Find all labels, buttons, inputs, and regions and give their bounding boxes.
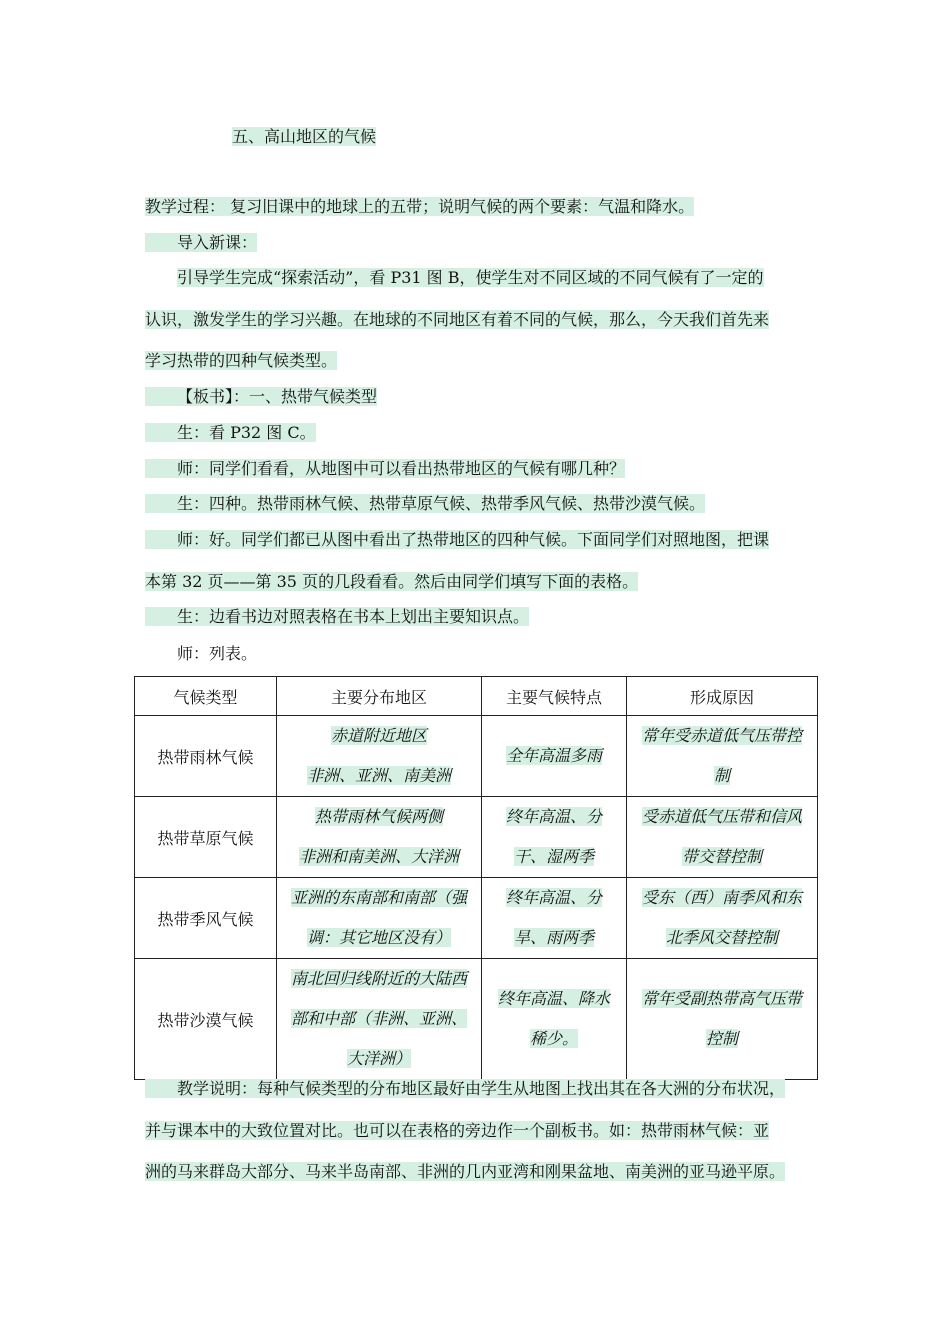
cell-line: 制 [713, 766, 730, 785]
cell-region [277, 878, 482, 959]
teaching-process-line [145, 195, 694, 219]
cell-line: 终年高温、降水 [497, 989, 610, 1008]
teaching-note-line-2 [145, 1119, 769, 1143]
cell-line: 调：其它地区没有） [306, 928, 451, 947]
table-header-row [135, 677, 818, 716]
table-row [135, 878, 818, 959]
intro-heading-text: 导入新课： [145, 233, 257, 252]
teacher-text-2a: 师：好。同学们都已从图中看出了热带地区的四种气候。下面同学们对照地图，把课 [145, 530, 769, 549]
cell-region [277, 797, 482, 878]
cell-line: 部和中部（非洲、亚洲、 [290, 1009, 467, 1028]
cell-line: 终年高温、分 [505, 888, 602, 907]
cell-line: 常年受赤道低气压带控 [641, 726, 802, 745]
teacher-text-2b: 本第 32 页——第 35 页的几段看看。然后由同学们填写下面的表格。 [145, 572, 639, 591]
intro-paragraph-text-1: 引导学生完成“探索活动”，看 P31 图 B，使学生对不同区域的不同气候有了一定的 [177, 268, 764, 287]
header-cell-region: 主要分布地区 [277, 677, 482, 716]
section-title-text: 五、高山地区的气候 [232, 127, 377, 146]
board-heading-text: 【板书】：一、热带气候类型 [145, 387, 377, 406]
teaching-process-text: 教学过程： 复习旧课中的地球上的五带；说明气候的两个要素：气温和降水。 [145, 197, 695, 216]
section-title [232, 125, 376, 149]
teaching-note-line-3 [145, 1160, 785, 1184]
cell-feature [482, 959, 627, 1080]
teacher-line-3 [177, 642, 257, 666]
intro-paragraph-line-1 [177, 266, 764, 290]
cell-line: 非洲和南美洲、大洋洲 [298, 847, 459, 866]
cell-region [277, 959, 482, 1080]
header-cell-type: 气候类型 [135, 677, 277, 716]
intro-paragraph-text-3: 学习热带的四种气候类型。 [145, 351, 338, 370]
teaching-note-text-3: 洲的马来群岛大部分、马来半岛南部、非洲的几内亚湾和刚果盆地、南美洲的亚马逊平原。 [145, 1162, 786, 1181]
cell-cause [627, 797, 818, 878]
cell-cause [627, 716, 818, 797]
teacher-line-2b [145, 570, 638, 594]
cell-line: 受赤道低气压带和信风 [641, 807, 802, 826]
cell-line: 受东（西）南季风和东 [641, 888, 802, 907]
cell-line: 常年受副热带高气压带 [641, 989, 802, 1008]
student-line-3 [145, 605, 529, 629]
teacher-text-1: 师：同学们看看，从地图中可以看出热带地区的气候有哪几种？ [145, 459, 625, 478]
cell-line: 控制 [705, 1029, 738, 1048]
cell-line: 带交替控制 [681, 847, 762, 866]
intro-paragraph-line-3 [145, 349, 337, 373]
cell-line: 北季风交替控制 [665, 928, 778, 947]
header-cell-cause: 形成原因 [627, 677, 818, 716]
cell-line: 非洲、亚洲、南美洲 [306, 766, 451, 785]
cell-line: 稀少。 [529, 1029, 578, 1048]
cell-line: 赤道附近地区 [330, 726, 427, 745]
cell-feature [482, 878, 627, 959]
student-text-1: 生：看 P32 图 C。 [145, 423, 316, 442]
cell-climate-type: 热带雨林气候 [135, 716, 277, 797]
intro-paragraph-line-2 [145, 308, 769, 332]
teaching-note-text-1: 教学说明：每种气候类型的分布地区最好由学生从地图上找出其在各大洲的分布状况， [145, 1079, 785, 1098]
intro-paragraph-text-2: 认识，激发学生的学习兴趣。在地球的不同地区有着不同的气候，那么，今天我们首先来 [145, 310, 770, 329]
cell-line: 大洋洲） [346, 1049, 411, 1068]
student-text-3: 生：边看书边对照表格在书本上划出主要知识点。 [145, 607, 529, 626]
cell-feature [482, 797, 627, 878]
cell-line: 终年高温、分 [505, 807, 602, 826]
cell-line: 旱、雨两季 [513, 928, 594, 947]
student-line-2 [145, 492, 705, 516]
teacher-text-3: 师：列表。 [177, 644, 258, 663]
cell-climate-type: 热带季风气候 [135, 878, 277, 959]
cell-line: 热带雨林气候两侧 [314, 807, 443, 826]
intro-heading [145, 231, 257, 255]
climate-table [134, 676, 818, 1080]
cell-feature [482, 716, 627, 797]
cell-cause [627, 878, 818, 959]
cell-line: 干、湿两季 [513, 847, 594, 866]
board-heading [145, 385, 377, 409]
header-cell-feature: 主要气候特点 [482, 677, 627, 716]
teacher-line-1 [145, 457, 625, 481]
cell-cause [627, 959, 818, 1080]
cell-line: 亚洲的东南部和南部（强 [290, 888, 467, 907]
student-line-1 [145, 421, 316, 445]
cell-climate-type: 热带草原气候 [135, 797, 277, 878]
cell-climate-type: 热带沙漠气候 [135, 959, 277, 1080]
cell-line: 南北回归线附近的大陆西 [290, 969, 467, 988]
cell-line: 全年高温多雨 [505, 746, 602, 765]
table-row [135, 959, 818, 1080]
student-text-2: 生：四种。热带雨林气候、热带草原气候、热带季风气候、热带沙漠气候。 [145, 494, 705, 513]
teacher-line-2a [145, 528, 769, 552]
table-row [135, 716, 818, 797]
teaching-note-text-2: 并与课本中的大致位置对比。也可以在表格的旁边作一个副板书。如：热带雨林气候：亚 [145, 1121, 770, 1140]
table-row [135, 797, 818, 878]
cell-region [277, 716, 482, 797]
teaching-note-line-1 [145, 1077, 785, 1101]
